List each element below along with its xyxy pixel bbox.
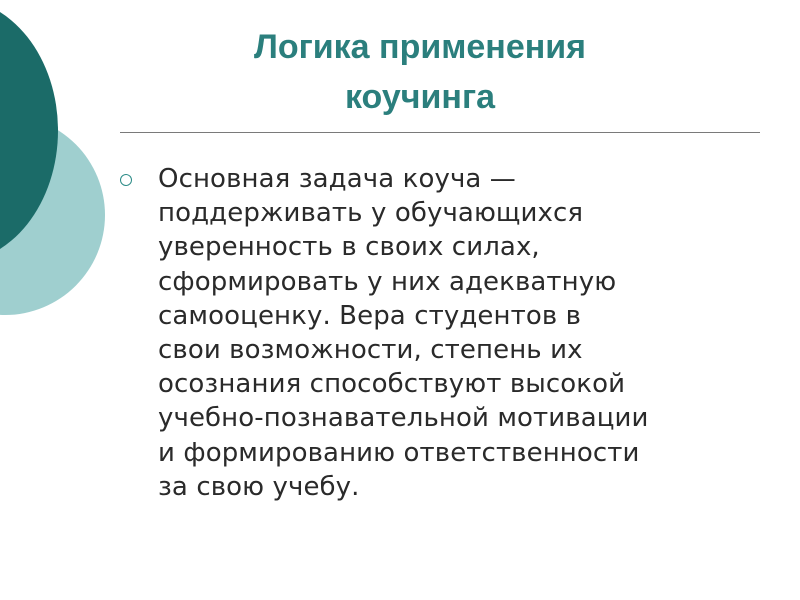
hollow-circle-bullet-icon <box>120 174 132 186</box>
title-divider <box>120 132 760 133</box>
slide-title: Логика применения коучинга <box>253 28 587 116</box>
bullet-text: Основная задача коуча — поддерживать у обучающихся уверенность в своих силах, сформировать у них адекватную самооценку. Вера студентов в свои возможности, степень их осознания способствуют высокой учебно-познавательной мотивации и формированию ответственности за свою учебу. <box>158 164 649 502</box>
